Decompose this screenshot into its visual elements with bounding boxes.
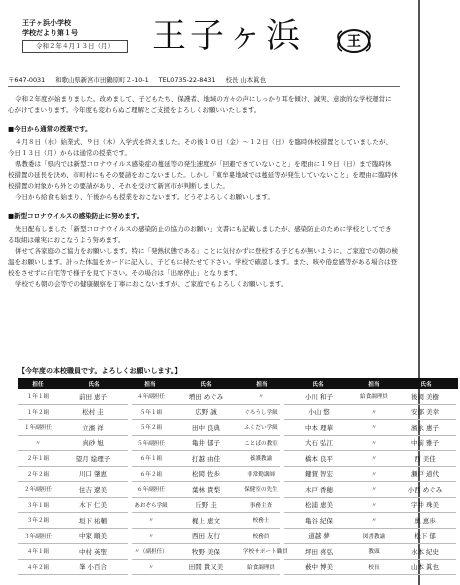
column-header: 担当: [130, 378, 170, 389]
role-cell: 〃: [354, 404, 394, 420]
name-cell: 木戸 香穂: [282, 482, 354, 498]
name-cell: 広野 誠: [170, 404, 242, 420]
name-cell: 前田 恵子: [58, 389, 130, 404]
role-cell: ４年１組: [18, 544, 58, 560]
name-cell: 松浦 恵美: [282, 497, 354, 513]
school-emblem-icon: [336, 28, 372, 54]
name-cell: 宇井 珠美: [394, 497, 458, 513]
section-heading-covid: ■新型コロナウイルスの感染防止に努めます。: [8, 212, 144, 220]
newsletter-title: 王子ヶ浜: [152, 16, 304, 56]
role-cell: ４年副担任: [130, 389, 170, 404]
name-cell: 小山 悠: [282, 404, 354, 420]
name-cell: 峯 小百合: [58, 559, 130, 575]
role-cell: 〃（副担任）: [130, 544, 170, 560]
column-header: 氏名: [282, 378, 354, 389]
role-cell: ぐろうし学級: [242, 404, 282, 420]
role-cell: 図書教諭: [354, 528, 394, 544]
issue-date: 令和２年４月１３日（月）: [22, 40, 128, 53]
table-row: [18, 482, 458, 498]
role-cell: １年１組: [18, 389, 58, 404]
table-row: [18, 435, 458, 451]
role-cell: 教頭: [354, 544, 394, 560]
role-cell: あおぞら学級: [130, 497, 170, 513]
role-cell: 校長: [354, 559, 394, 575]
name-cell: 西 美佳: [394, 451, 458, 467]
name-cell: 田間 貴又美: [170, 559, 242, 575]
column-header: 氏名: [170, 378, 242, 389]
address: 和歌山県新宮市田鶴原町２-10-1: [55, 76, 149, 84]
role-cell: 事務主査: [242, 497, 282, 513]
name-cell: 鍵賀 智宏: [282, 466, 354, 482]
issue-number: 学校だより第１号: [22, 29, 78, 37]
name-cell: 瀬戸 道代: [394, 466, 458, 482]
name-cell: 葉林 貴梨: [170, 482, 242, 498]
section1-paragraph: 今日から給食も始まり、午後からも授業をおこないます。どうぞよろしくお願いします。: [15, 193, 274, 201]
role-cell: ４年２組: [18, 559, 58, 575]
name-cell: 中本 理華: [282, 420, 354, 436]
name-cell: 松村 圭: [58, 404, 130, 420]
table-row: [18, 420, 458, 436]
role-cell: 〃: [242, 389, 282, 404]
school-info: [22, 18, 78, 38]
role-cell: 〃: [354, 466, 394, 482]
staff-table: [18, 378, 460, 575]
staff-table-body: [18, 389, 458, 575]
postal-code: 〒647-0031: [8, 76, 46, 84]
masthead: [14, 10, 410, 70]
role-cell: 校務員: [242, 528, 282, 544]
name-cell: 亀谷 紀保: [282, 513, 354, 529]
name-cell: 田中 良典: [170, 420, 242, 436]
name-cell: 亀井 郁子: [170, 435, 242, 451]
name-cell: 橋本 良平: [282, 451, 354, 467]
name-cell: 後岡 美樹: [394, 389, 458, 404]
school-address-bar: [8, 76, 400, 87]
name-cell: 奥 恵歩: [394, 513, 458, 529]
name-cell: 真砂 旭: [58, 435, 130, 451]
column-header: 担当: [354, 378, 394, 389]
name-cell: 小西 めぐみ: [394, 482, 458, 498]
name-cell: 打越 由佳: [170, 451, 242, 467]
table-row: [18, 466, 458, 482]
role-cell: 〃: [354, 420, 394, 436]
name-cell: 垣下 祐輔: [58, 513, 130, 529]
role-cell: ２年１組: [18, 451, 58, 467]
role-cell: ５年副担任: [130, 435, 170, 451]
name-cell: 小川 和子: [282, 389, 354, 404]
name-cell: 大石 弘江: [282, 435, 354, 451]
name-cell: 丘野 圭: [170, 497, 242, 513]
table-row: [18, 451, 458, 467]
role-cell: 〃: [18, 435, 58, 451]
role-cell: ５年２組: [130, 420, 170, 436]
role-cell: 〃: [354, 497, 394, 513]
principal: 校長 山本眞也: [225, 76, 266, 84]
role-cell: ６年副担任: [130, 482, 170, 498]
role-cell: 学校サポート職員: [242, 544, 282, 560]
role-cell: 養護教諭: [242, 451, 282, 467]
name-cell: 中村 英聖: [58, 544, 130, 560]
table-row: [18, 497, 458, 513]
role-cell: ふくだい学級: [242, 420, 282, 436]
name-cell: 増田 めぐみ: [170, 389, 242, 404]
intro-paragraph: 令和２年度が始まりました。改めまして、子どもたち、保護者、地域の方々の声にしっかり耳を傾け、誠実、意欲的な学校運営に心がけてまいります。今年度も変わらぬご理解とご支援をよろしくお願いいたします。: [8, 95, 392, 114]
role-cell: 校務士: [242, 513, 282, 529]
name-cell: 濱永 惠子: [394, 420, 458, 436]
name-cell: 住吉 遼美: [58, 482, 130, 498]
name-cell: 梶上 恵文: [170, 513, 242, 529]
emblem-mark: 王: [347, 34, 361, 50]
newsletter-body: [8, 94, 398, 290]
role-cell: 〃: [354, 513, 394, 529]
column-header: 担任: [18, 378, 58, 389]
name-cell: 望月 絵理子: [58, 451, 130, 467]
role-cell: ことばの教室: [242, 435, 282, 451]
name-cell: 松下 郁: [394, 528, 458, 544]
role-cell: 非常勤講師: [242, 466, 282, 482]
section1-paragraph: ４月８日（水）始業式、９日（木）入学式を終えました。その後１０日（金）～１２日（日）を臨時休校措置としていましたが、今日１３日（月）からは通常の授業です。: [8, 138, 392, 157]
name-cell: 川口 肇恵: [58, 466, 130, 482]
name-cell: 西田 友行: [170, 528, 242, 544]
table-row: [18, 513, 458, 529]
table-row: [18, 389, 458, 404]
section2-paragraph: 併せて各家庭のご協力をお願いします。特に「発熱状態である」ことに気付かずに登校する子どもが無いように、ご家庭での朝の検温をお願いします。計った体温をカードに記入し、子どもに持たせて下さい。学校で確認します。また、咳や倦怠感等がある場合は登校をさせずに自宅等で様子を見て下さい。その場合は「出席停止」となります。: [8, 247, 398, 277]
role-cell: 〃: [130, 559, 170, 575]
role-cell: 〃: [354, 451, 394, 467]
table-row: [18, 559, 458, 575]
table-row: [18, 404, 458, 420]
name-cell: 木下 仁美: [58, 497, 130, 513]
column-header: 氏名: [58, 378, 130, 389]
name-cell: 中家 順美: [58, 528, 130, 544]
section2-paragraph: 学校でも朝の会等での健康観察を丁寧におこないますが、ご家庭でもよろしくお願いします。: [15, 280, 288, 288]
role-cell: 給食調理員: [354, 389, 394, 404]
role-cell: 保健室の先生: [242, 482, 282, 498]
name-cell: 水本 紀史: [394, 544, 458, 560]
role-cell: ２年２組: [18, 466, 58, 482]
name-cell: 松岡 佐歩: [170, 466, 242, 482]
name-cell: 牧野 美保: [170, 544, 242, 560]
name-cell: 薮中 博美: [282, 559, 354, 575]
role-cell: 〃: [354, 482, 394, 498]
role-cell: 〃: [130, 513, 170, 529]
staff-table-header: [18, 378, 458, 389]
name-cell: 立濱 祥: [58, 420, 130, 436]
table-row: [18, 544, 458, 560]
column-header: 氏名: [394, 378, 458, 389]
role-cell: ３年副担任: [18, 528, 58, 544]
role-cell: ６年１組: [130, 451, 170, 467]
name-cell: 道越 夢: [282, 528, 354, 544]
role-cell: ６年２組: [130, 466, 170, 482]
name-cell: 中前 雅子: [394, 435, 458, 451]
role-cell: 〃: [130, 528, 170, 544]
newsletter-page: [14, 10, 410, 70]
role-cell: １年副担任: [18, 420, 58, 436]
school-name: 王子ヶ浜小学校: [22, 19, 71, 27]
table-row: [18, 528, 458, 544]
name-cell: 安部 美幸: [394, 404, 458, 420]
role-cell: ５年１組: [130, 404, 170, 420]
staff-table-title: 【今年度の本校職員です。よろしくお願いします。】: [18, 367, 182, 375]
role-cell: ３年２組: [18, 513, 58, 529]
section1-paragraph: 県教委は「県内では新型コロナウイルス感染症の蔓延等の発生速度が「回避できていないこと」を理由に１９日（日）まで臨時休校措置の延長を決め、市町村にもその要請をおこないました。しかし「東牟婁地域では蔓延等が発生していないこと」を理由に臨時休校措置の対象から外との要請があり、それを受けて新宮市が判断しました。: [8, 160, 398, 190]
role-cell: １年２組: [18, 404, 58, 420]
section2-paragraph: 先日配布しました「新型コロナウイルスの感染防止の協力のお願い」文書にも記載しましたが、感染防止のために学校としてできる取組は確実におこなうよう努めます。: [8, 225, 392, 244]
name-cell: 坪田 喜弘: [282, 544, 354, 560]
section-heading-classes: ■今日から通常の授業です。: [8, 125, 92, 133]
role-cell: ３年１組: [18, 497, 58, 513]
phone: TEL0735-22-8431: [158, 76, 216, 84]
role-cell: 給食調理員: [242, 559, 282, 575]
role-cell: 〃: [354, 435, 394, 451]
column-header: 担当: [242, 378, 282, 389]
name-cell: 山本 眞也: [394, 559, 458, 575]
role-cell: ２年副担任: [18, 482, 58, 498]
